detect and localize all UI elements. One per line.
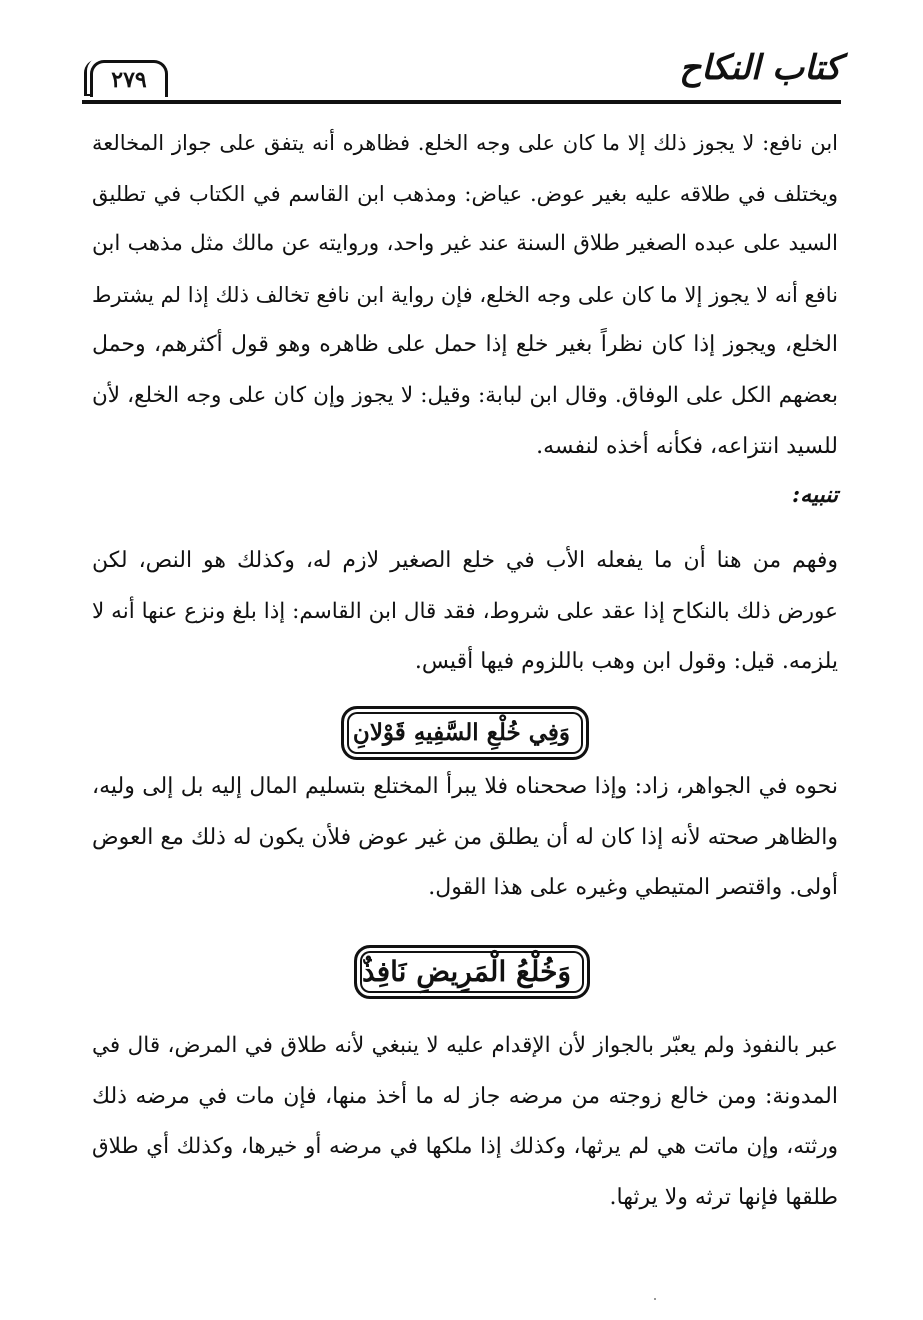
note-heading: تنبيه: (792, 482, 838, 508)
text-line: يلزمه. قيل: وقول ابن وهب باللزوم فيها أقيس. (414, 649, 838, 675)
text-line: المدونة: ومن خالع زوجته من مرضه جاز له ما أخذ منها، فإن مات في مرضه ذلك (92, 1083, 838, 1109)
page-number: ٢٧٩ (90, 60, 168, 97)
text-line: طلقها فإنها ترثه ولا يرثها. (609, 1184, 838, 1210)
text-line: للسيد انتزاعه، فكأنه أخذه لنفسه. (536, 433, 838, 459)
paragraph-2 (92, 536, 838, 688)
paragraph-4 (92, 1021, 838, 1223)
text-line: عبر بالنفوذ ولم يعبّر بالجواز لأن الإقدام عليه لا ينبغي لأنه طلاق في المرض، قال في (92, 1033, 838, 1058)
text-line: ابن نافع: لا يجوز ذلك إلا ما كان على وجه الخلع. فظاهره أنه يتفق على جواز المخالعة (92, 131, 838, 155)
paragraph-1 (92, 118, 838, 472)
scan-speck (654, 1298, 656, 1300)
running-header (82, 40, 841, 104)
text-line: نحوه في الجواهر، زاد: وإذا صححناه فلا يبرأ المختلع بتسليم المال إليه بل إلى وليه، (92, 774, 838, 799)
text-line: بعضهم الكل على الوفاق. وقال ابن لبابة: وقيل: لا يجوز وإن كان على وجه الخلع، لأن (92, 382, 838, 408)
paragraph-3 (92, 762, 838, 914)
text-line: وفهم من هنا أن ما يفعله الأب في خلع الصغير لازم له، وكذلك هو النص، لكن (92, 548, 838, 573)
text-line: أولى. واقتصر المتيطي وغيره على هذا القول. (428, 875, 838, 901)
text-line: ورثته، وإن ماتت هي لم يرثها، وكذلك إذا ملكها في مرضه أو خيرها، وكذلك أي طلاق (92, 1134, 838, 1160)
text-line: عورض ذلك بالنكاح إذا عقد على شروط، فقد قال ابن القاسم: إذا بلغ ونزع عنها أنه لا (92, 598, 838, 624)
text-line: السيد على عبده الصغير طلاق السنة عند غير واحد، وروايته عن مالك مثل مذهب ابن (92, 231, 838, 257)
text-line: ويختلف في طلاقه عليه بغير عوض. عياض: ومذهب ابن القاسم في الكتاب في تطليق (92, 181, 838, 206)
text-line: الخلع، ويجوز إذا كان نظراً بغير خلع إذا حمل على ظاهره وهو قول أكثرهم، وحمل (92, 332, 838, 358)
matn-heading-2: وَخُلْعُ الْمَرِيضِ نَافِذٌ (354, 945, 590, 999)
text-line: نافع أنه لا يجوز إلا ما كان على وجه الخلع، فإن رواية ابن نافع تخالف ذلك إذا لم يشترط (92, 282, 838, 307)
text-line: والظاهر صحته لأنه إذا كان له أن يطلق من غير عوض فلأن يكون له ذلك مع العوض (92, 824, 838, 850)
matn-heading-1: وَفِي خُلْعِ السَّفِيهِ قَوْلانِ (341, 706, 589, 760)
book-title: كتاب النكاح (679, 48, 841, 88)
